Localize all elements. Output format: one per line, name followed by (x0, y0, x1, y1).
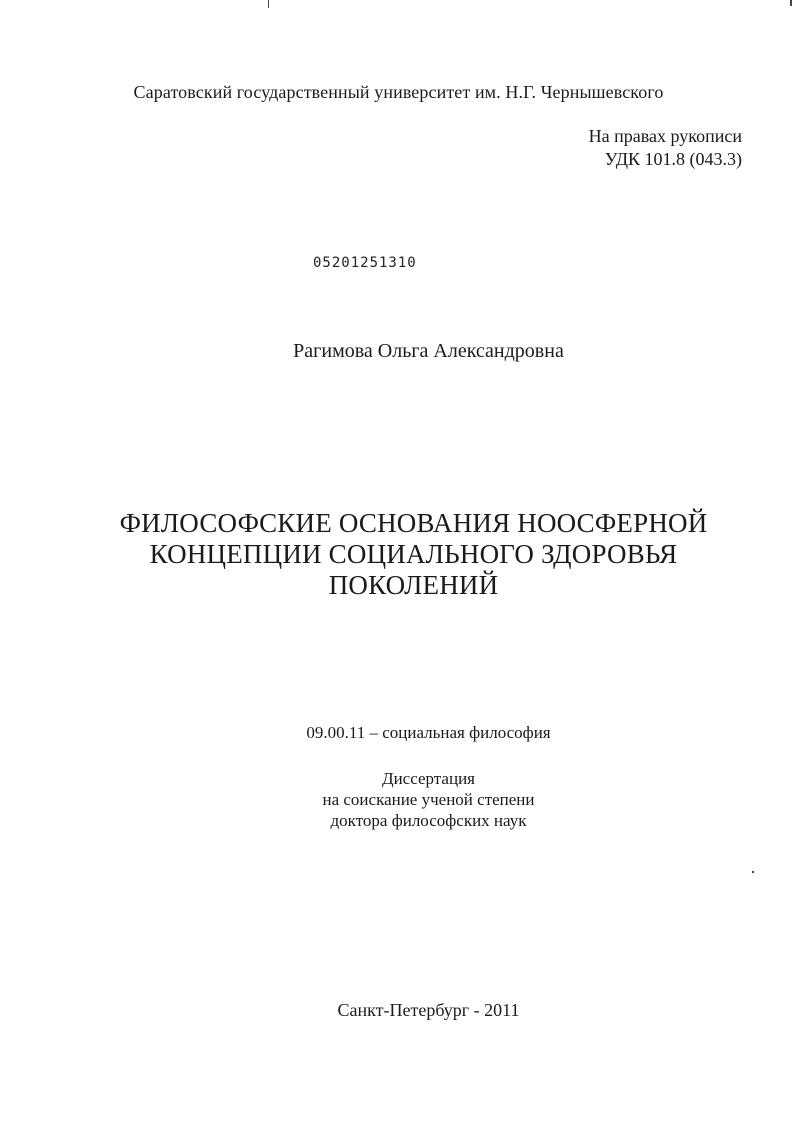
degree-line: Диссертация (381, 769, 475, 788)
title-line: ФИЛОСОФСКИЕ ОСНОВАНИЯ НООСФЕРНОЙ (119, 508, 708, 538)
rights-line: На правах рукописи (588, 126, 742, 146)
university-name: Саратовский государственный университет им. Н.Г. Чернышевского (133, 82, 664, 102)
udc-line: УДК 101.8 (043.3) (604, 149, 742, 169)
registration-number: 05201251310 (313, 255, 417, 271)
scan-mark (790, 0, 792, 6)
specialty: 09.00.11 – социальная философия (306, 723, 551, 742)
title-line: ПОКОЛЕНИЙ (328, 570, 499, 600)
scan-mark (268, 0, 269, 8)
degree-line: доктора философских наук (330, 811, 527, 830)
title-line: КОНЦЕПЦИИ СОЦИАЛЬНОГО ЗДОРОВЬЯ (149, 539, 678, 569)
city-year: Санкт-Петербург - 2011 (337, 1000, 520, 1020)
degree-block (0, 768, 797, 831)
degree-line: на соискание ученой степени (322, 790, 535, 809)
rights-block (589, 125, 742, 171)
dissertation-title (0, 508, 797, 601)
scan-mark (752, 871, 754, 873)
author-name: Рагимова Ольга Александровна (293, 340, 564, 362)
